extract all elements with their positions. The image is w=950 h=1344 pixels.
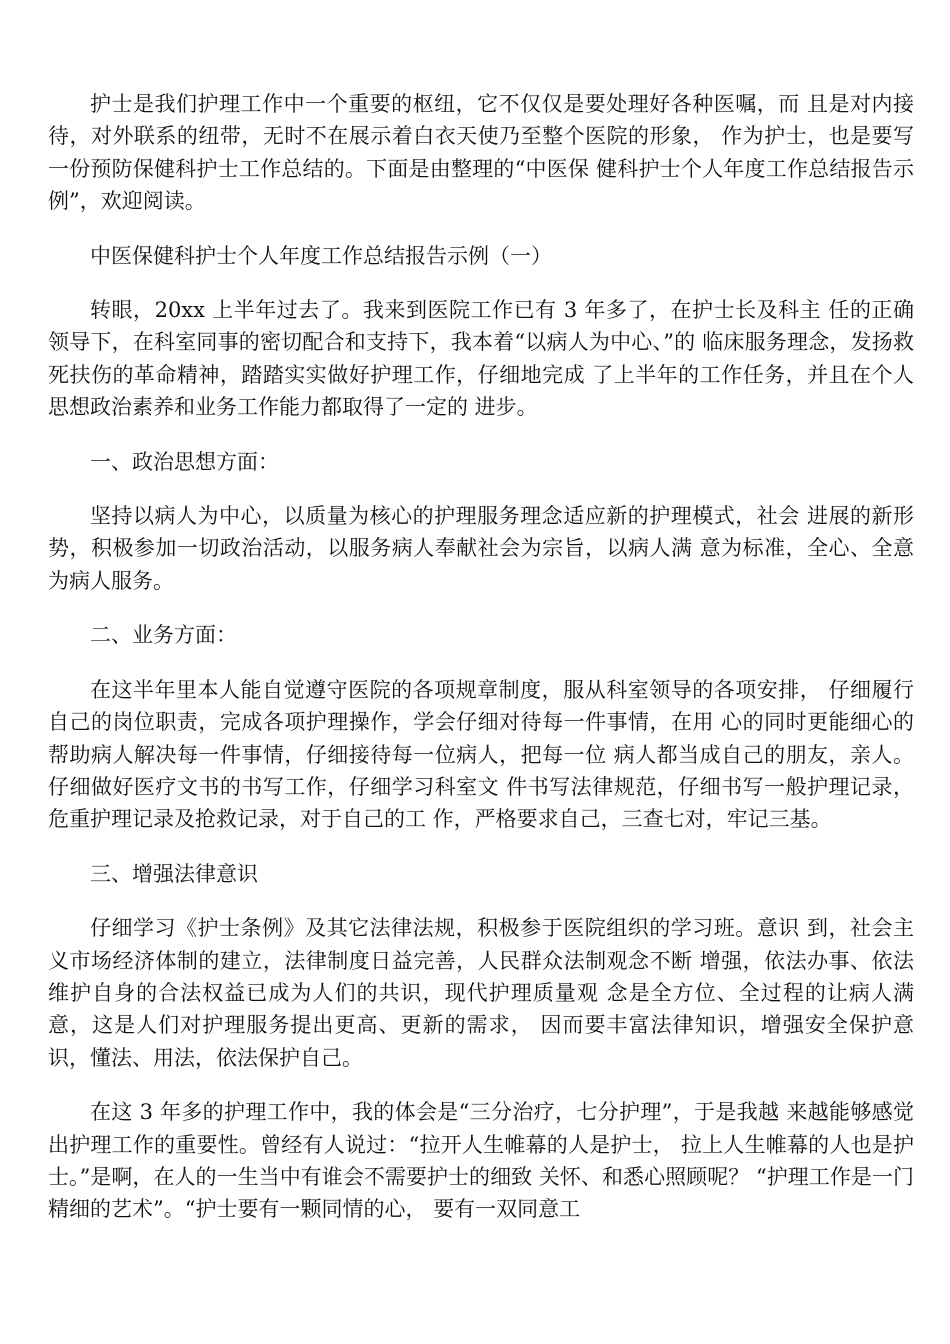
section-body-business: 在这半年里本人能自觉遵守医院的各项规章制度，服从科室领导的各项安排， 仔细履行自己的岗位职责，完成各项护理操作，学会仔细对待每一件事情，在用 心的同时更能细心的帮助病人解决每一件事情，仔细接待每一位病人，把每一位 病人都当成自己的朋友，亲人。仔细做好医疗文书的书写工作，仔细学习科室文 件书写法律规范，仔细书写一般护理记录，危重护理记录及抢救记录，对于自己的工 作，严格要求自己，三查七对，牢记三基。	[48, 677, 914, 832]
section-heading-politics: 一、政治思想方面：	[90, 449, 279, 474]
opening-paragraph: 转眼，20xx 上半年过去了。我来到医院工作已有 3 年多了，在护士长及科主 任的正确领导下，在科室同事的密切配合和支持下，我本着“以病人为中心、”的 临床服务理念，发扬救死扶伤的革命精神，踏踏实实做好护理工作，仔细地完成 了上半年的工作任务，并且在个人思想政治素养和业务工作能力都取得了一定的 进步。	[48, 298, 914, 420]
section-heading-law: 三、增强法律意识	[90, 861, 258, 886]
intro-paragraph: 护士是我们护理工作中一个重要的枢纽，它不仅仅是要处理好各种医嘱，而 且是对内接待，对外联系的纽带，无时不在展示着白衣天使乃至整个医院的形象， 作为护士，也是要写一份预防保健科护士工作总结的。下面是由整理的“中医保 健科护士个人年度工作总结报告示例”，欢迎阅读。	[48, 92, 914, 214]
section-body-politics: 坚持以病人为中心，以质量为核心的护理服务理念适应新的护理模式，社会 进展的新形势，积极参加一切政治活动，以服务病人奉献社会为宗旨，以病人满 意为标准，全心、全意为病人服务。	[48, 504, 914, 593]
section-body-law: 仔细学习《护士条例》及其它法律法规，积极参于医院组织的学习班。意识 到，社会主义市场经济体制的建立，法律制度日益完善，人民群众法制观念不断 增强，依法办事、依法维护自身的合法权益已成为人们的共识，现代护理质量观 念是全方位、全过程的让病人满意，这是人们对护理服务提出更高、更新的需求， 因而要丰富法律知识，增强安全保护意识，懂法、用法，依法保护自己。	[48, 916, 914, 1070]
document-title: 中医保健科护士个人年度工作总结报告示例（一）	[90, 243, 552, 268]
document-page	[48, 88, 914, 1248]
section-heading-business: 二、业务方面：	[90, 623, 237, 648]
closing-paragraph: 在这 3 年多的护理工作中，我的体会是“三分治疗，七分护理”，于是我越 来越能够感觉出护理工作的重要性。曾经有人说过：“拉开人生帷幕的人是护士， 拉上人生帷幕的人也是护士。”是啊，在人的一生当中有谁会不需要护士的细致 关怀、和悉心照顾呢？ “护理工作是一门精细的艺术”。“护士要有一颗同情的心， 要有一双同意工	[48, 1100, 914, 1222]
